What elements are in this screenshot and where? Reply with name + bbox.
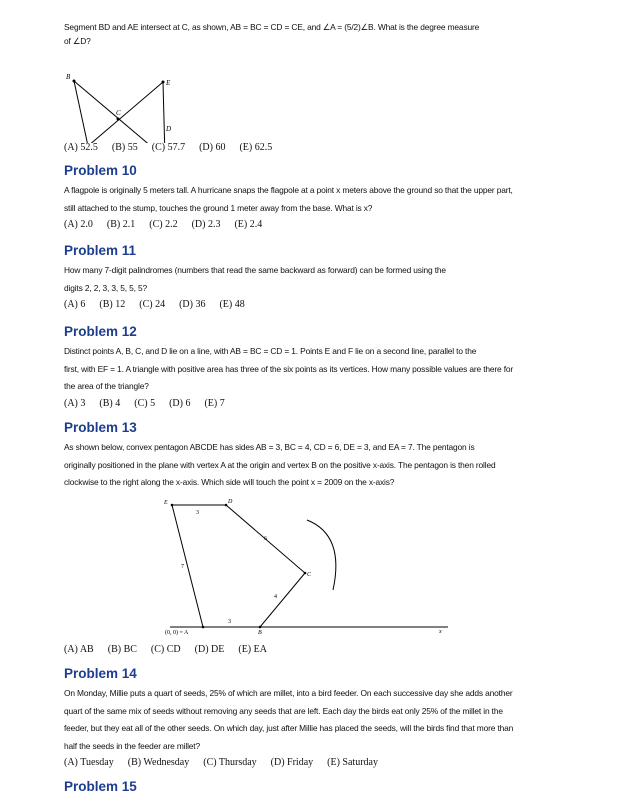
problem-13 [64,420,604,492]
choice-d: (D) 6 [169,397,191,409]
label-d: D [228,499,233,505]
problem-heading: Problem 14 [64,666,137,681]
text-line: first, with EF = 1. A triangle with positive area has three of the six points as its vertices. How many possible values are there for [64,363,514,374]
choice-d: (D) 2.3 [191,219,221,231]
problem-heading: Problem 12 [64,324,137,339]
label-x-axis: x [439,629,442,635]
problem-14-choices [64,757,604,768]
problem-11 [64,243,604,310]
label-origin: (0, 0) = A [165,630,189,636]
choice-c: (C) CD [150,644,181,655]
choice-e: (E) Saturday [327,757,378,769]
text-line: On Monday, Millie puts a quart of seeds, 25% of which are millet, into a bird feeder. On each successive day she adds another [64,688,513,698]
choice-a: (A) 52.5 [64,142,98,153]
text-line: As shown below, convex pentagon ABCDE has sides AB = 3, BC = 4, CD = 6, DE = 3, and EA = 7. The pentagon is [64,442,475,452]
choice-e: (E) 62.5 [239,142,273,153]
choice-d: (D) 60 [199,142,226,153]
label-c: C [116,109,121,117]
choice-e: (E) 7 [204,397,225,409]
text-line: feeder, but they eat all of the other seeds. On which day, just after Millie has placed the seeds, will the birds find that more than [64,723,514,734]
choice-a: (A) AB [64,644,94,655]
problem-15 [64,779,604,794]
choice-d: (D) DE [194,644,225,655]
choice-a: (A) 3 [64,397,86,409]
label-b: B [258,630,262,636]
choice-b: (B) 55 [111,142,138,153]
text-line: the area of the triangle? [64,381,149,392]
text-line: digits 2, 2, 3, 3, 5, 5, 5? [64,282,148,293]
pentagon [172,505,305,627]
choice-e: (E) EA [238,644,267,655]
label-d: D [166,125,172,133]
problem-heading: Problem 11 [64,243,137,258]
problem-heading: Problem 15 [64,779,137,794]
problem-10 [64,163,604,230]
text-line: of ∠D? [64,35,91,46]
choice-c: (C) 5 [134,397,156,409]
pentagon-figure [0,495,632,640]
problem-heading: Problem 10 [64,163,137,178]
text-line: A flagpole is originally 5 meters tall. A hurricane snaps the flagpole at a point x meters above the ground so that the upper part, [64,185,513,195]
problem-10-choices [64,219,604,230]
problem-14 [64,666,604,768]
choice-e: (E) 48 [219,299,245,311]
label-bc: 4 [274,594,277,600]
label-cd: 6 [264,536,267,542]
bowtie-figure [60,58,190,143]
label-c: C [307,572,312,578]
choice-c: (C) 57.7 [151,142,186,153]
label-b: B [66,73,71,81]
text-line: still attached to the stump, touches the ground 1 meter away from the base. What is x? [64,202,373,213]
text-line: Segment BD and AE intersect at C, as shown, AB = BC = CD = CE, and ∠A = (5/2)∠B. What is the degree measure [64,22,480,32]
text-line: How many 7-digit palindromes (numbers that read the same backward as forward) can be formed using the [64,265,446,275]
text-line: Distinct points A, B, C, and D lie on a line, with AB = BC = CD = 1. Points E and F lie on a second line, parallel to the [64,346,477,356]
label-ea: 7 [181,564,184,570]
choice-c: (C) Thursday [203,757,257,769]
problem-12-choices [64,398,604,409]
choice-c: (C) 2.2 [149,219,178,231]
choice-a: (A) Tuesday [64,757,114,769]
label-e: E [164,500,168,506]
choice-d: (D) 36 [179,299,206,311]
problem-11-choices [64,299,604,310]
problem-9-choices [64,142,604,153]
choice-d: (D) Friday [270,757,314,769]
choice-e: (E) 2.4 [234,219,263,231]
text-line: clockwise to the right along the x-axis. Which side will touch the point x = 2009 on the x-axis? [64,477,395,488]
choice-a: (A) 6 [64,299,86,311]
problem-12 [64,324,604,409]
choice-b: (B) 4 [99,397,121,409]
text-line: quart of the same mix of seeds without removing any seeds that are left. Each day the birds eat only 25% of the millet in the [64,705,503,716]
rolling-arc [307,520,336,590]
label-de: 3 [196,510,199,516]
choice-c: (C) 24 [139,299,166,311]
label-ab: 3 [228,619,231,625]
label-e: E [166,79,171,87]
text-line: originally positioned in the plane with vertex A at the origin and vertex B on the positive x-axis. The pentagon is then rolled [64,459,496,470]
problem-heading: Problem 13 [64,420,137,435]
choice-b: (B) 2.1 [106,219,136,231]
choice-b: (B) Wednesday [127,757,190,769]
problem-13-choices [64,644,604,655]
text-line: half the seeds in the feeder are millet? [64,740,200,751]
choice-b: (B) BC [107,644,137,655]
problem-9-text [64,19,604,50]
choice-a: (A) 2.0 [64,219,93,231]
choice-b: (B) 12 [99,299,126,311]
